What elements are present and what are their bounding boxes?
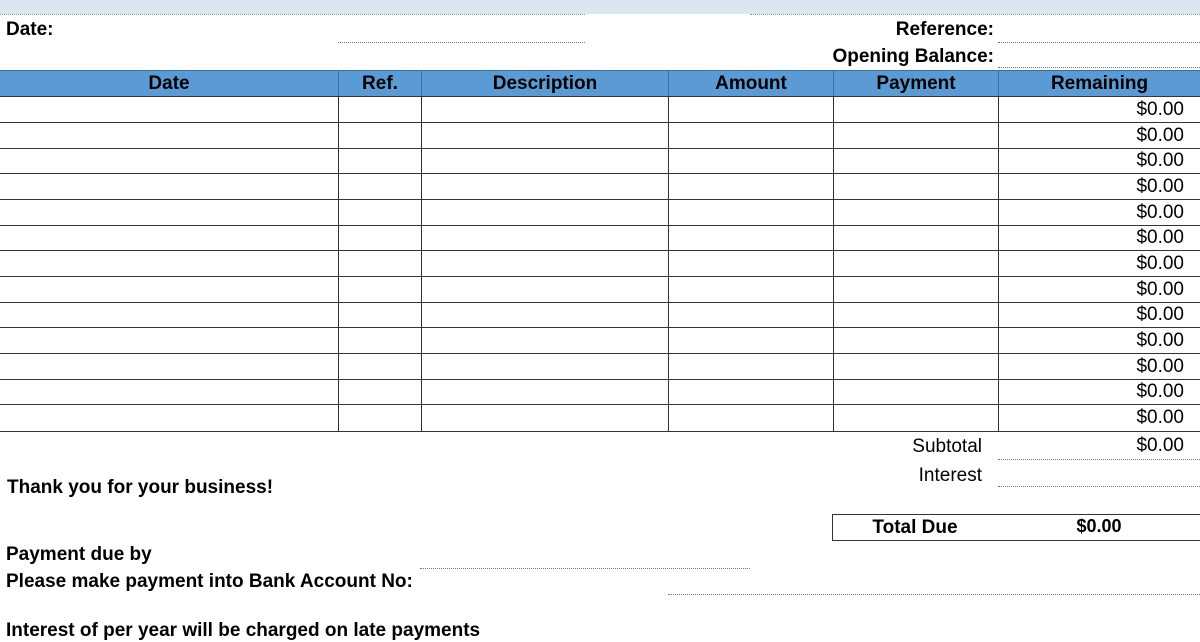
- total-due-label: Total Due: [872, 517, 958, 538]
- opening-balance-label: Opening Balance:: [832, 46, 994, 67]
- remaining-cell: $0.00: [1136, 356, 1184, 377]
- bank-account-label: Please make payment into Bank Account No:: [6, 571, 413, 592]
- reference-label: Reference:: [895, 19, 994, 40]
- payment-due-label: Payment due by: [6, 544, 152, 565]
- remaining-cell: $0.00: [1136, 253, 1184, 274]
- bank-account-field[interactable]: [668, 594, 1200, 595]
- column-header-remaining: Remaining: [998, 70, 1200, 96]
- table-column-line: [338, 96, 339, 431]
- interest-label: Interest: [918, 465, 982, 486]
- date-field[interactable]: [338, 42, 585, 43]
- remaining-cell: $0.00: [1136, 381, 1184, 402]
- table-row-line: [0, 431, 1200, 432]
- top-band: [0, 0, 1200, 14]
- total-due-value: $0.00: [1076, 516, 1122, 536]
- payment-due-field[interactable]: [420, 568, 750, 569]
- table-column-line: [833, 96, 834, 431]
- remaining-cell: $0.00: [1136, 330, 1184, 351]
- remaining-cell: $0.00: [1136, 279, 1184, 300]
- reference-field[interactable]: [998, 42, 1200, 43]
- remaining-cell: $0.00: [1136, 99, 1184, 120]
- table-column-line: [421, 96, 422, 431]
- subtotal-value: $0.00: [1136, 435, 1184, 456]
- top-dotted-line-left: [0, 14, 585, 15]
- date-label: Date:: [6, 19, 54, 40]
- thank-you-message: Thank you for your business!: [7, 477, 274, 498]
- column-header-amount: Amount: [668, 70, 833, 96]
- top-dotted-line-right: [750, 14, 1200, 15]
- remaining-cell: $0.00: [1136, 176, 1184, 197]
- column-header-payment: Payment: [833, 70, 998, 96]
- subtotal-label: Subtotal: [912, 436, 982, 457]
- remaining-cell: $0.00: [1136, 227, 1184, 248]
- table-column-line: [668, 96, 669, 431]
- column-header-description: Description: [421, 70, 668, 96]
- subtotal-underline: [998, 459, 1200, 460]
- remaining-cell: $0.00: [1136, 202, 1184, 223]
- remaining-cell: $0.00: [1136, 125, 1184, 146]
- remaining-cell: $0.00: [1136, 407, 1184, 428]
- remaining-cell: $0.00: [1136, 304, 1184, 325]
- interest-field[interactable]: [998, 486, 1200, 487]
- column-header-ref: Ref.: [338, 70, 421, 96]
- column-header-date: Date: [0, 70, 338, 96]
- remaining-cell: $0.00: [1136, 150, 1184, 171]
- late-interest-note: Interest of per year will be charged on late payments: [6, 620, 481, 641]
- opening-balance-field[interactable]: [998, 67, 1200, 68]
